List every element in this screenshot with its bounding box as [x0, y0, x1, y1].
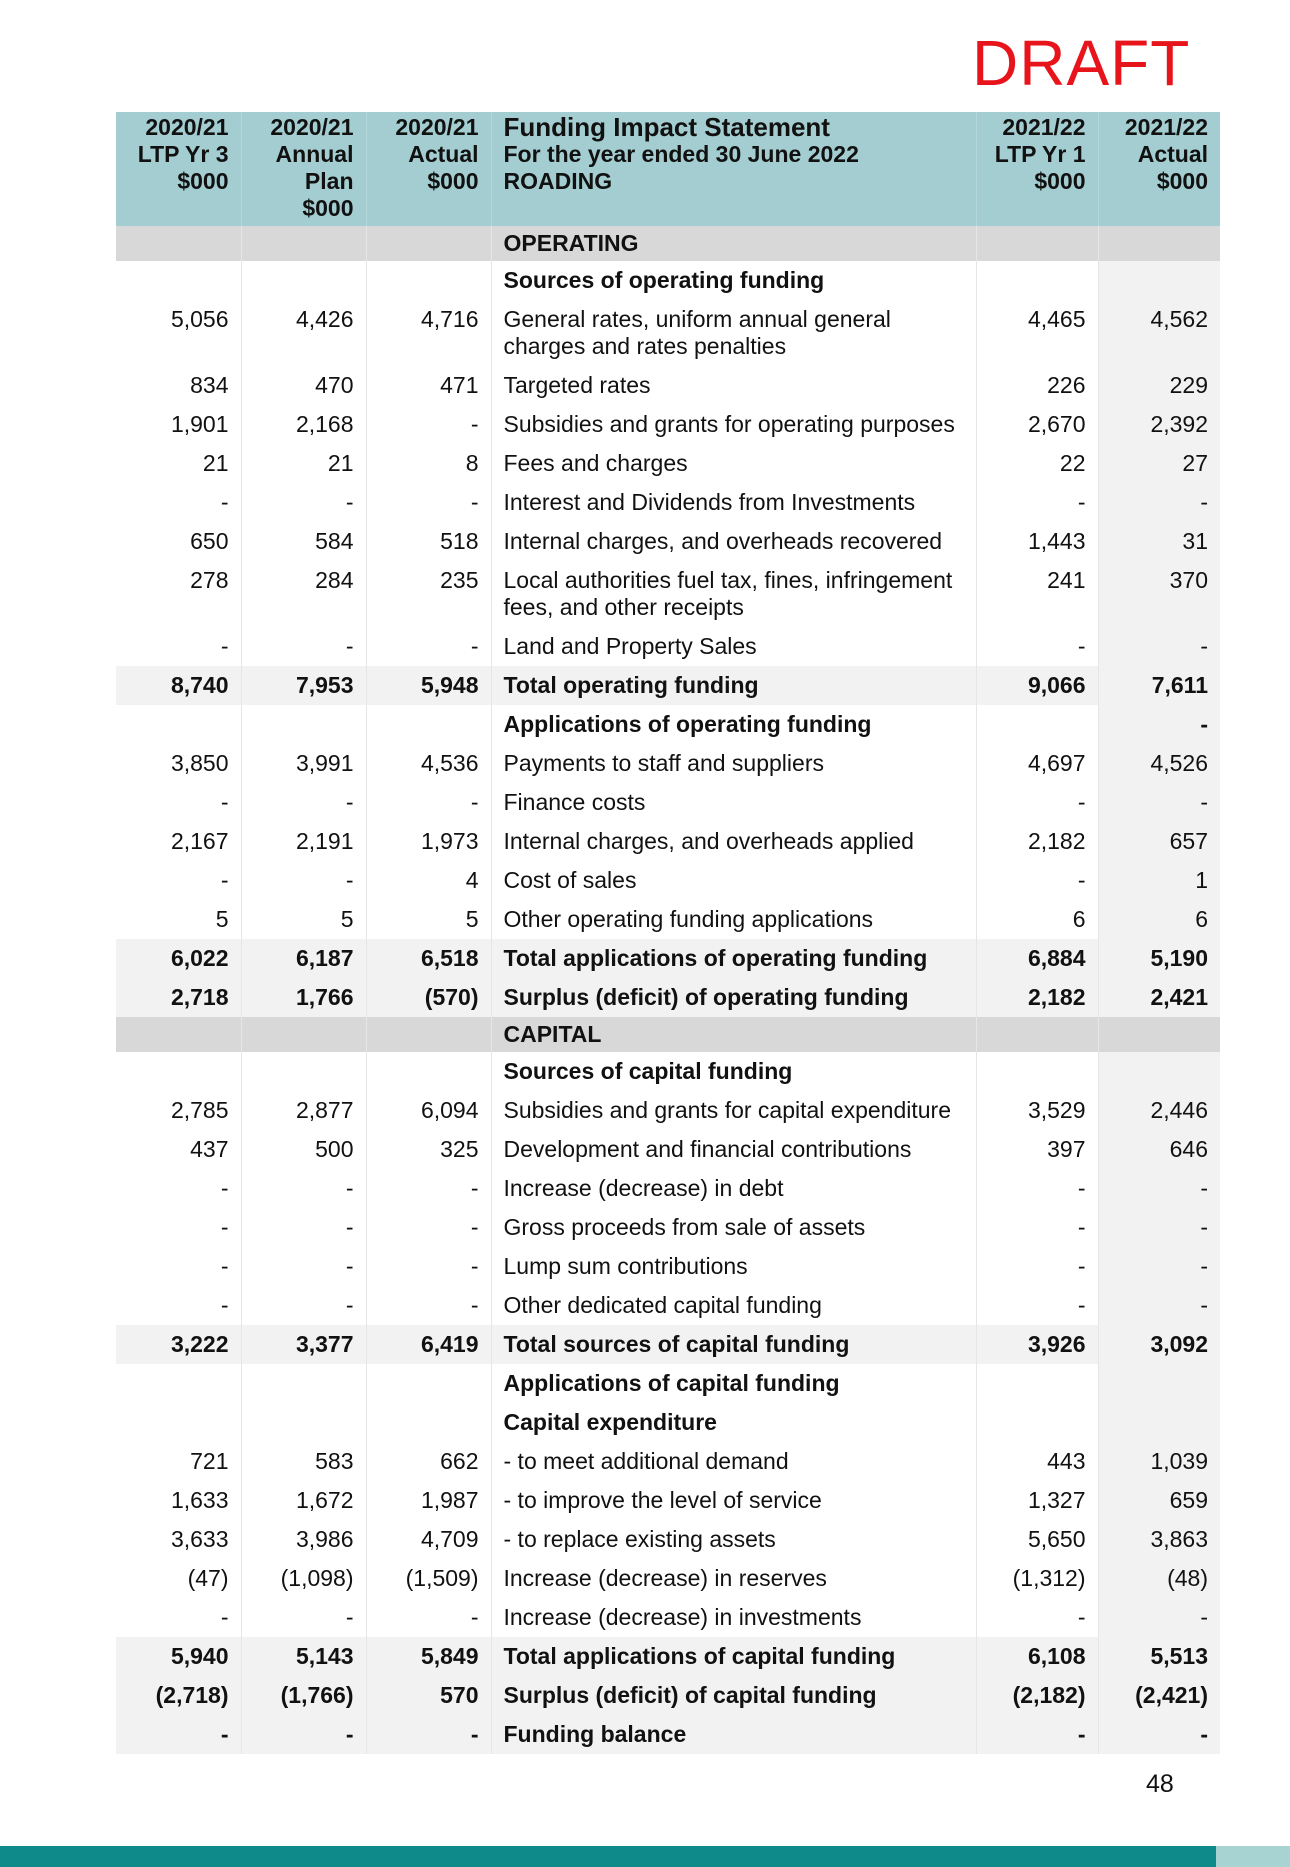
- value-cell: -: [366, 1208, 491, 1247]
- value-cell: 6,094: [366, 1091, 491, 1130]
- value-cell: 6,419: [366, 1325, 491, 1364]
- value-cell: 6: [976, 900, 1098, 939]
- row-label: Internal charges, and overheads recovered: [491, 522, 976, 561]
- row-label: Total applications of operating funding: [491, 939, 976, 978]
- table-row: [116, 1169, 1220, 1208]
- value-cell: 8,740: [116, 666, 241, 705]
- header-ltp-yr3: [116, 112, 241, 226]
- value-cell: [976, 1364, 1098, 1403]
- row-label: - to replace existing assets: [491, 1520, 976, 1559]
- value-cell: [1098, 261, 1220, 300]
- header-line: 2020/21: [145, 114, 229, 140]
- value-cell: 5,143: [241, 1637, 366, 1676]
- value-cell: -: [1098, 1715, 1220, 1754]
- value-cell: 1,987: [366, 1481, 491, 1520]
- value-cell: 3,633: [116, 1520, 241, 1559]
- value-cell: 1,901: [116, 405, 241, 444]
- value-cell: -: [366, 483, 491, 522]
- value-cell: [976, 1052, 1098, 1091]
- value-cell: [366, 1403, 491, 1442]
- value-cell: [241, 1364, 366, 1403]
- table-row: [116, 1598, 1220, 1637]
- value-cell: 2,446: [1098, 1091, 1220, 1130]
- value-cell: [1098, 1052, 1220, 1091]
- table-row: [116, 1520, 1220, 1559]
- total-row: [116, 666, 1220, 705]
- row-label: - to improve the level of service: [491, 1481, 976, 1520]
- value-cell: 278: [116, 561, 241, 627]
- header-actual-2021: [1098, 112, 1220, 226]
- row-label: Finance costs: [491, 783, 976, 822]
- value-cell: -: [976, 861, 1098, 900]
- value-cell: [116, 1017, 241, 1052]
- value-cell: -: [241, 1169, 366, 1208]
- value-cell: -: [241, 783, 366, 822]
- value-cell: [241, 1017, 366, 1052]
- value-cell: [366, 1364, 491, 1403]
- value-cell: 27: [1098, 444, 1220, 483]
- value-cell: [366, 226, 491, 261]
- value-cell: 6,518: [366, 939, 491, 978]
- value-cell: -: [116, 783, 241, 822]
- row-label: General rates, uniform annual general charges and rates penalties: [491, 300, 976, 366]
- header-line: Plan: [304, 168, 354, 194]
- value-cell: 5,940: [116, 1637, 241, 1676]
- value-cell: 370: [1098, 561, 1220, 627]
- value-cell: [1098, 1403, 1220, 1442]
- table-row: [116, 861, 1220, 900]
- value-cell: 470: [241, 366, 366, 405]
- value-cell: 1: [1098, 861, 1220, 900]
- row-label: Total applications of capital funding: [491, 1637, 976, 1676]
- table-header: [116, 112, 1220, 226]
- value-cell: -: [241, 1286, 366, 1325]
- value-cell: 443: [976, 1442, 1098, 1481]
- row-label: Subsidies and grants for operating purposes: [491, 405, 976, 444]
- value-cell: [1098, 226, 1220, 261]
- table-body: [116, 226, 1220, 1754]
- header-line: LTP Yr 1: [994, 141, 1086, 167]
- row-label: Targeted rates: [491, 366, 976, 405]
- value-cell: -: [1098, 1247, 1220, 1286]
- value-cell: [1098, 1364, 1220, 1403]
- section-row: [116, 1017, 1220, 1052]
- value-cell: 5,849: [366, 1637, 491, 1676]
- subheading-row: [116, 1052, 1220, 1091]
- value-cell: 1,973: [366, 822, 491, 861]
- total-row: [116, 1325, 1220, 1364]
- header-line: $000: [1034, 168, 1086, 194]
- value-cell: [116, 1052, 241, 1091]
- value-cell: 31: [1098, 522, 1220, 561]
- value-cell: [366, 1052, 491, 1091]
- row-label: Sources of operating funding: [491, 261, 976, 300]
- value-cell: -: [1098, 783, 1220, 822]
- value-cell: 6: [1098, 900, 1220, 939]
- value-cell: 583: [241, 1442, 366, 1481]
- row-label: Subsidies and grants for capital expenditure: [491, 1091, 976, 1130]
- value-cell: 721: [116, 1442, 241, 1481]
- value-cell: 662: [366, 1442, 491, 1481]
- row-label: Other dedicated capital funding: [491, 1286, 976, 1325]
- value-cell: [116, 1364, 241, 1403]
- value-cell: 241: [976, 561, 1098, 627]
- value-cell: -: [366, 1598, 491, 1637]
- table-row: [116, 1286, 1220, 1325]
- value-cell: 584: [241, 522, 366, 561]
- value-cell: 1,633: [116, 1481, 241, 1520]
- value-cell: 2,718: [116, 978, 241, 1017]
- value-cell: -: [116, 1208, 241, 1247]
- value-cell: 4,716: [366, 300, 491, 366]
- value-cell: 3,863: [1098, 1520, 1220, 1559]
- value-cell: (570): [366, 978, 491, 1017]
- value-cell: -: [116, 627, 241, 666]
- value-cell: 2,785: [116, 1091, 241, 1130]
- value-cell: -: [116, 861, 241, 900]
- row-label: - to meet additional demand: [491, 1442, 976, 1481]
- value-cell: 3,850: [116, 744, 241, 783]
- value-cell: 650: [116, 522, 241, 561]
- value-cell: [241, 226, 366, 261]
- subheading-row: [116, 1364, 1220, 1403]
- value-cell: (47): [116, 1559, 241, 1598]
- value-cell: -: [976, 1169, 1098, 1208]
- value-cell: 397: [976, 1130, 1098, 1169]
- row-label: Increase (decrease) in reserves: [491, 1559, 976, 1598]
- value-cell: 7,953: [241, 666, 366, 705]
- value-cell: -: [976, 1208, 1098, 1247]
- value-cell: -: [1098, 705, 1220, 744]
- value-cell: 1,443: [976, 522, 1098, 561]
- value-cell: 22: [976, 444, 1098, 483]
- value-cell: -: [366, 1715, 491, 1754]
- value-cell: (1,098): [241, 1559, 366, 1598]
- value-cell: 3,986: [241, 1520, 366, 1559]
- table-row: [116, 300, 1220, 366]
- value-cell: 2,877: [241, 1091, 366, 1130]
- header-line: $000: [302, 195, 354, 221]
- row-label: Cost of sales: [491, 861, 976, 900]
- total-row: [116, 1637, 1220, 1676]
- value-cell: 3,926: [976, 1325, 1098, 1364]
- draft-watermark: DRAFT: [972, 27, 1191, 99]
- value-cell: 2,191: [241, 822, 366, 861]
- value-cell: 2,167: [116, 822, 241, 861]
- value-cell: 3,991: [241, 744, 366, 783]
- table-row: [116, 483, 1220, 522]
- value-cell: 235: [366, 561, 491, 627]
- value-cell: -: [116, 1247, 241, 1286]
- value-cell: 2,168: [241, 405, 366, 444]
- value-cell: -: [366, 783, 491, 822]
- value-cell: -: [241, 483, 366, 522]
- value-cell: [366, 1017, 491, 1052]
- value-cell: [976, 226, 1098, 261]
- table-row: [116, 366, 1220, 405]
- value-cell: 646: [1098, 1130, 1220, 1169]
- value-cell: 1,672: [241, 1481, 366, 1520]
- section-row: [116, 226, 1220, 261]
- value-cell: 229: [1098, 366, 1220, 405]
- table-row: [116, 561, 1220, 627]
- value-cell: -: [241, 1208, 366, 1247]
- header-line: $000: [177, 168, 229, 194]
- value-cell: (2,718): [116, 1676, 241, 1715]
- value-cell: -: [366, 627, 491, 666]
- row-label: Development and financial contributions: [491, 1130, 976, 1169]
- value-cell: [241, 1052, 366, 1091]
- value-cell: (1,312): [976, 1559, 1098, 1598]
- value-cell: 226: [976, 366, 1098, 405]
- value-cell: 21: [241, 444, 366, 483]
- value-cell: -: [1098, 483, 1220, 522]
- value-cell: 4: [366, 861, 491, 900]
- value-cell: (2,421): [1098, 1676, 1220, 1715]
- subheading-row: [116, 1403, 1220, 1442]
- value-cell: 4,526: [1098, 744, 1220, 783]
- header-statement-title: [491, 112, 976, 226]
- value-cell: 1,327: [976, 1481, 1098, 1520]
- table-row: [116, 1559, 1220, 1598]
- table-row: [116, 1247, 1220, 1286]
- value-cell: 6,022: [116, 939, 241, 978]
- value-cell: 284: [241, 561, 366, 627]
- value-cell: 6,884: [976, 939, 1098, 978]
- value-cell: 3,377: [241, 1325, 366, 1364]
- row-label: Lump sum contributions: [491, 1247, 976, 1286]
- row-label: Land and Property Sales: [491, 627, 976, 666]
- row-label: Other operating funding applications: [491, 900, 976, 939]
- row-label: Total operating funding: [491, 666, 976, 705]
- value-cell: 5,513: [1098, 1637, 1220, 1676]
- value-cell: -: [976, 1286, 1098, 1325]
- value-cell: 3,222: [116, 1325, 241, 1364]
- value-cell: -: [366, 405, 491, 444]
- value-cell: (2,182): [976, 1676, 1098, 1715]
- value-cell: [366, 261, 491, 300]
- value-cell: -: [241, 1598, 366, 1637]
- value-cell: (1,766): [241, 1676, 366, 1715]
- value-cell: -: [241, 627, 366, 666]
- value-cell: [1098, 1017, 1220, 1052]
- value-cell: -: [241, 1715, 366, 1754]
- value-cell: (1,509): [366, 1559, 491, 1598]
- table-row: [116, 627, 1220, 666]
- table-row: [116, 900, 1220, 939]
- value-cell: [366, 705, 491, 744]
- value-cell: -: [976, 1247, 1098, 1286]
- value-cell: -: [241, 1247, 366, 1286]
- value-cell: 4,709: [366, 1520, 491, 1559]
- value-cell: [976, 1403, 1098, 1442]
- header-actual-2020: [366, 112, 491, 226]
- value-cell: 657: [1098, 822, 1220, 861]
- value-cell: 325: [366, 1130, 491, 1169]
- value-cell: 9,066: [976, 666, 1098, 705]
- value-cell: -: [116, 1598, 241, 1637]
- row-label: Total sources of capital funding: [491, 1325, 976, 1364]
- value-cell: [241, 261, 366, 300]
- value-cell: -: [116, 1715, 241, 1754]
- value-cell: (48): [1098, 1559, 1220, 1598]
- table-row: [116, 522, 1220, 561]
- value-cell: 2,392: [1098, 405, 1220, 444]
- header-line: 2021/22: [1124, 114, 1208, 140]
- value-cell: -: [1098, 627, 1220, 666]
- row-label: Increase (decrease) in debt: [491, 1169, 976, 1208]
- row-label: Gross proceeds from sale of assets: [491, 1208, 976, 1247]
- row-label: Sources of capital funding: [491, 1052, 976, 1091]
- page-number: 48: [1146, 1770, 1174, 1798]
- value-cell: 570: [366, 1676, 491, 1715]
- header-line: Annual: [275, 141, 354, 167]
- value-cell: 21: [116, 444, 241, 483]
- table-row: [116, 744, 1220, 783]
- value-cell: [976, 705, 1098, 744]
- header-annual-plan: [241, 112, 366, 226]
- table-row: [116, 1130, 1220, 1169]
- value-cell: 471: [366, 366, 491, 405]
- statement-title: Funding Impact Statement: [503, 112, 830, 142]
- row-label: Local authorities fuel tax, fines, infringement fees, and other receipts: [491, 561, 976, 627]
- value-cell: 3,529: [976, 1091, 1098, 1130]
- table-row: [116, 1481, 1220, 1520]
- value-cell: 8: [366, 444, 491, 483]
- value-cell: [976, 1017, 1098, 1052]
- header-ltp-yr1: [976, 112, 1098, 226]
- value-cell: -: [366, 1286, 491, 1325]
- row-label: Fees and charges: [491, 444, 976, 483]
- footer-bar: [0, 1846, 1216, 1867]
- subheading-row: [116, 261, 1220, 300]
- value-cell: 4,697: [976, 744, 1098, 783]
- value-cell: 500: [241, 1130, 366, 1169]
- value-cell: [241, 705, 366, 744]
- value-cell: -: [976, 483, 1098, 522]
- value-cell: 7,611: [1098, 666, 1220, 705]
- value-cell: -: [241, 861, 366, 900]
- value-cell: 3,092: [1098, 1325, 1220, 1364]
- value-cell: 2,670: [976, 405, 1098, 444]
- subheading-row: [116, 705, 1220, 744]
- row-label: Surplus (deficit) of capital funding: [491, 1676, 976, 1715]
- header-line: Actual: [408, 141, 479, 167]
- statement-subtitle: For the year ended 30 June 2022: [503, 141, 859, 167]
- table-row: [116, 1442, 1220, 1481]
- value-cell: 5: [241, 900, 366, 939]
- value-cell: 659: [1098, 1481, 1220, 1520]
- table-row: [116, 822, 1220, 861]
- value-cell: 4,562: [1098, 300, 1220, 366]
- row-label: Funding balance: [491, 1715, 976, 1754]
- header-line: 2021/22: [1002, 114, 1086, 140]
- value-cell: 5,948: [366, 666, 491, 705]
- row-label: Payments to staff and suppliers: [491, 744, 976, 783]
- value-cell: 6,187: [241, 939, 366, 978]
- value-cell: [976, 261, 1098, 300]
- value-cell: [116, 226, 241, 261]
- row-label: Surplus (deficit) of operating funding: [491, 978, 976, 1017]
- value-cell: -: [366, 1169, 491, 1208]
- row-label: Capital expenditure: [491, 1403, 976, 1442]
- value-cell: -: [116, 1169, 241, 1208]
- value-cell: -: [1098, 1169, 1220, 1208]
- value-cell: 2,182: [976, 978, 1098, 1017]
- table-row: [116, 783, 1220, 822]
- value-cell: 518: [366, 522, 491, 561]
- value-cell: -: [976, 1715, 1098, 1754]
- header-line: LTP Yr 3: [137, 141, 229, 167]
- row-label: Applications of capital funding: [491, 1364, 976, 1403]
- total-row: [116, 978, 1220, 1017]
- value-cell: 2,421: [1098, 978, 1220, 1017]
- value-cell: 6,108: [976, 1637, 1098, 1676]
- value-cell: 5: [366, 900, 491, 939]
- value-cell: -: [976, 627, 1098, 666]
- value-cell: 4,536: [366, 744, 491, 783]
- value-cell: 1,766: [241, 978, 366, 1017]
- value-cell: 5: [116, 900, 241, 939]
- table-row: [116, 1091, 1220, 1130]
- row-label: Increase (decrease) in investments: [491, 1598, 976, 1637]
- statement-activity: ROADING: [503, 168, 613, 194]
- value-cell: [241, 1403, 366, 1442]
- value-cell: 4,465: [976, 300, 1098, 366]
- value-cell: -: [976, 1598, 1098, 1637]
- section-label: CAPITAL: [491, 1017, 976, 1052]
- footer-bar-accent: [1216, 1846, 1290, 1867]
- table-row: [116, 444, 1220, 483]
- value-cell: 4,426: [241, 300, 366, 366]
- value-cell: 5,190: [1098, 939, 1220, 978]
- row-label: Internal charges, and overheads applied: [491, 822, 976, 861]
- value-cell: -: [1098, 1208, 1220, 1247]
- value-cell: 437: [116, 1130, 241, 1169]
- value-cell: -: [1098, 1598, 1220, 1637]
- total-row: [116, 939, 1220, 978]
- row-label: Applications of operating funding: [491, 705, 976, 744]
- header-line: $000: [427, 168, 479, 194]
- value-cell: -: [116, 1286, 241, 1325]
- value-cell: [116, 705, 241, 744]
- value-cell: 5,650: [976, 1520, 1098, 1559]
- value-cell: -: [116, 483, 241, 522]
- row-label: Interest and Dividends from Investments: [491, 483, 976, 522]
- table-row: [116, 405, 1220, 444]
- value-cell: 834: [116, 366, 241, 405]
- value-cell: -: [1098, 1286, 1220, 1325]
- total-row: [116, 1676, 1220, 1715]
- value-cell: 5,056: [116, 300, 241, 366]
- value-cell: 2,182: [976, 822, 1098, 861]
- header-line: $000: [1156, 168, 1208, 194]
- value-cell: [116, 1403, 241, 1442]
- value-cell: [116, 261, 241, 300]
- header-line: 2020/21: [395, 114, 479, 140]
- value-cell: -: [976, 783, 1098, 822]
- total-row: [116, 1715, 1220, 1754]
- header-line: 2020/21: [270, 114, 354, 140]
- funding-impact-statement-table: [116, 112, 1220, 1754]
- header-line: Actual: [1137, 141, 1208, 167]
- section-label: OPERATING: [491, 226, 976, 261]
- value-cell: -: [366, 1247, 491, 1286]
- table-row: [116, 1208, 1220, 1247]
- value-cell: 1,039: [1098, 1442, 1220, 1481]
